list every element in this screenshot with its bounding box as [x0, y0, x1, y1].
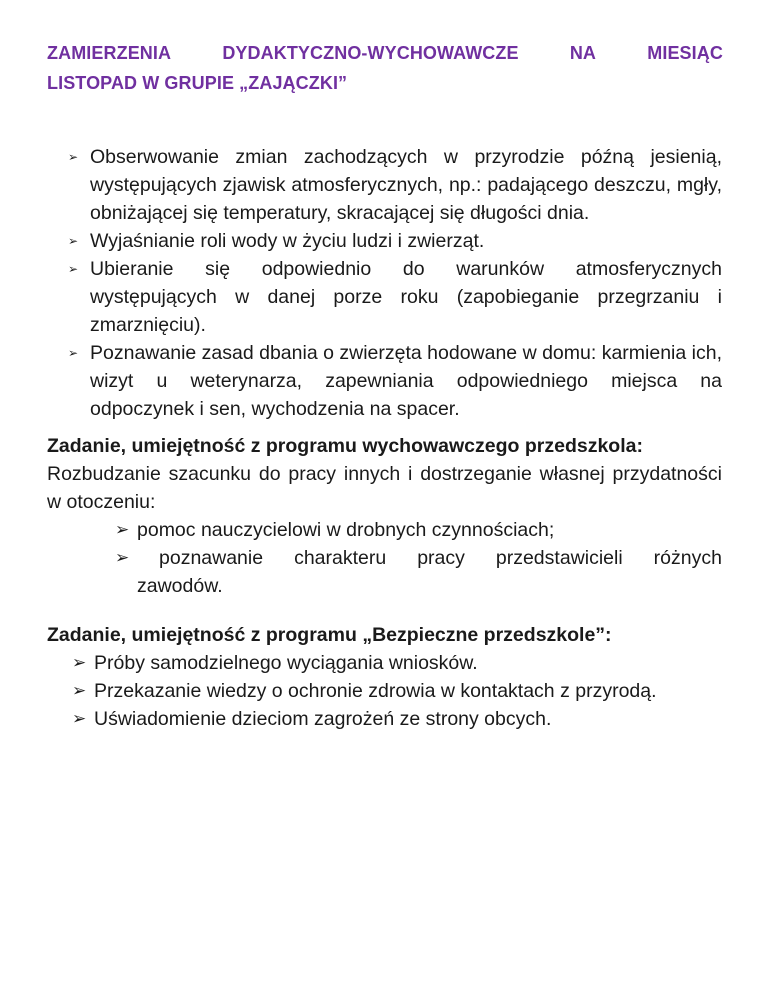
section-body-educational: Rozbudzanie szacunku do pracy innych i dostrzeganie własnej przydatności w otoczeniu: — [47, 463, 722, 513]
list-item-text: Próby samodzielnego wyciągania wniosków. — [94, 652, 478, 674]
arrow-bullet-icon: ➢ — [72, 653, 87, 672]
list-item-text: Obserwowanie zmian zachodzących w przyrodzie późną jesienią, występujących zjawisk atmosferycznych, np.: padającego deszczu, mgły, obniżającej się temperatury, skracającej się długości dnia. — [90, 146, 722, 224]
title-word: MIESIĄC — [647, 43, 723, 63]
arrow-bullet-icon: ➢ — [68, 262, 79, 276]
list-item — [72, 705, 732, 733]
arrow-bullet-icon: ➢ — [115, 520, 130, 539]
list-item — [72, 649, 732, 677]
title-line-1 — [47, 38, 723, 68]
list-item — [115, 544, 722, 600]
word: poznawanie — [159, 547, 264, 569]
word: przedstawicieli — [495, 547, 623, 569]
word: różnych — [653, 547, 722, 569]
list-item-text-continued: zawodów. — [137, 575, 223, 597]
section-heading-educational: Zadanie, umiejętność z programu wychowawczego przedszkola: — [47, 435, 643, 457]
list-item-text: Wyjaśnianie roli wody w życiu ludzi i zwierząt. — [90, 230, 485, 252]
section-heading-safety: Zadanie, umiejętność z programu „Bezpieczne przedszkole”: — [47, 624, 612, 646]
list-item-text: Poznawanie zasad dbania o zwierzęta hodowane w domu: karmienia ich, wizyt u weterynarza, zapewniania odpowiedniego miejsca na odpoczynek i sen, wychodzenia na spacer. — [90, 342, 722, 420]
list-item-text: Ubieranie się odpowiednio do warunków atmosferycznych występujących w danej porze roku (zapobieganie przegrzaniu i zmarznięciu). — [90, 258, 722, 336]
arrow-bullet-icon: ➢ — [115, 548, 130, 567]
arrow-bullet-icon: ➢ — [68, 234, 79, 248]
list-item-text — [115, 544, 722, 572]
word: pracy — [417, 547, 465, 569]
arrow-bullet-icon: ➢ — [68, 150, 79, 164]
educational-tasks-list — [115, 516, 722, 600]
list-item — [68, 339, 722, 423]
title-word: DYDAKTYCZNO-WYCHOWAWCZE — [222, 43, 519, 63]
arrow-bullet-icon: ➢ — [68, 346, 79, 360]
safety-tasks-list — [72, 649, 732, 733]
word: charakteru — [294, 547, 387, 569]
title-word: NA — [569, 43, 597, 63]
list-item — [68, 255, 722, 339]
list-item — [72, 677, 732, 705]
list-item — [68, 143, 722, 227]
title-word: ZAMIERZENIA — [47, 43, 172, 63]
arrow-bullet-icon: ➢ — [72, 709, 87, 728]
title-line-2: LISTOPAD W GRUPIE „ZAJĄCZKI” — [47, 73, 348, 93]
list-item-text: Przekazanie wiedzy o ochronie zdrowia w kontaktach z przyrodą. — [94, 680, 657, 702]
list-item-text: pomoc nauczycielowi w drobnych czynnościach; — [137, 519, 555, 541]
list-item — [115, 516, 722, 544]
list-item-text: Uświadomienie dzieciom zagrożeń ze strony obcych. — [94, 708, 552, 730]
goals-list — [68, 143, 722, 423]
arrow-bullet-icon: ➢ — [72, 681, 87, 700]
list-item — [68, 227, 722, 255]
